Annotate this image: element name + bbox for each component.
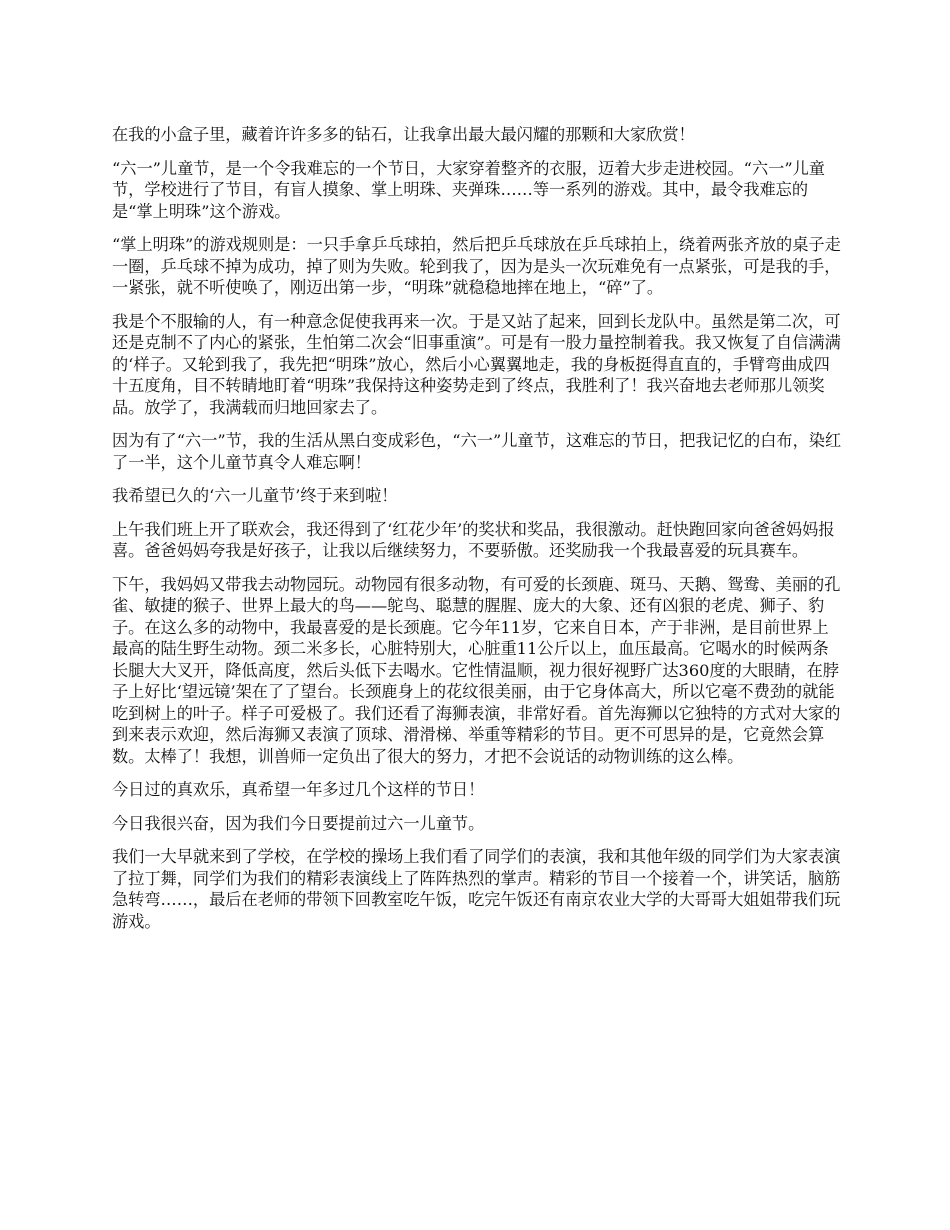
paragraph-2: “六一”儿童节，是一个令我难忘的一个节日，大家穿着整齐的衣服，迈着大步走进校园。“六一”儿童节，学校进行了节目，有盲人摸象、掌上明珠、夹弹珠……等一系列的游戏。其中，最令我难忘的是“掌上明珠”这个游戏。: [112, 158, 825, 221]
paragraph-8: 下午，我妈妈又带我去动物园玩。动物园有很多动物，有可爱的长颈鹿、斑马、天鹅、鸳鸯、美丽的孔雀、敏捷的猴子、世界上最大的鸟——鸵鸟、聪慧的腥腥、庞大的大象、还有凶狠的老虎、狮子、豹子。在这么多的动物中，我最喜爱的是长颈鹿。它今年11岁，它来自日本，产于非洲，是目前世界上最高的陆生野生动物。颈二米多长，心脏特别大，心脏重11公斤以上，血压最高。它喝水的时候两条长腿大大叉开，降低高度，然后头低下去喝水。它性情温顺，视力很好视野广达360度的大眼睛，在脖子上好比‘望远镜’架在了了望台。长颈鹿身上的花纹很美丽，由于它身体高大，所以它毫不费劲的就能吃到树上的叶子。样子可爱极了。我们还看了海狮表演，非常好看。首先海狮以它独特的方式对大家的到来表示欢迎，然后海狮又表演了顶球、滑滑梯、举重等精彩的节目。更不可思异的是，它竟然会算数。太棒了！我想，训兽师一定负出了很大的努力，才把不会说话的动物训练的这么棒。: [112, 574, 841, 766]
paragraph-1: 在我的小盒子里，藏着许许多多的钻石，让我拿出最大最闪耀的那颗和大家欣赏！: [112, 125, 695, 144]
document-body: [112, 124, 844, 944]
paragraph-3: “掌上明珠”的游戏规则是：一只手拿乒乓球拍，然后把乒乓球放在乒乓球拍上，绕着两张齐放的桌子走一圈，乒乓球不掉为成功，掉了则为失败。轮到我了，因为是头一次玩难免有一点紧张，可是我的手，一紧张，就不听使唤了，刚迈出第一步，“明珠”就稳稳地摔在地上，“碎”了。: [112, 235, 841, 297]
paragraph-11: 我们一大早就来到了学校，在学校的操场上我们看了同学们的表演，我和其他年级的同学们为大家表演了拉丁舞，同学们为我们的精彩表演线上了阵阵热烈的掌声。精彩的节目一个接着一个，讲笑话，脑筋急转弯……，最后在老师的带领下回教室吃午饭，吃完午饭还有南京农业大学的大哥哥大姐姐带我们玩游戏。: [112, 847, 841, 931]
paragraph-5: 因为有了“六一”节，我的生活从黑白变成彩色，“六一”儿童节，这难忘的节日，把我记忆的白布，染红了一半，这个儿童节真令人难忘啊！: [112, 431, 842, 472]
paragraph-4: 我是个不服输的人，有一种意念促使我再来一次。于是又站了起来，回到长龙队中。虽然是第二次，可还是克制不了内心的紧张，生怕第二次会“旧事重演”。可是有一股力量控制着我。我又恢复了自信满满的‘样子。又轮到我了，我先把“明珠”放心，然后小心翼翼地走，我的身板挺得直直的，手臂弯曲成四十五度角，目不转睛地盯着“明珠”我保持这种姿势走到了终点，我胜利了！我兴奋地去老师那儿领奖品。放学了，我满载而归地回家去了。: [112, 311, 841, 417]
paragraph-9: 今日过的真欢乐，真希望一年多过几个这样的节日！: [112, 780, 485, 799]
paragraph-6: 我希望已久的‘六一儿童节’终于来到啦！: [112, 486, 398, 505]
paragraph-7: 上午我们班上开了联欢会，我还得到了‘红花少年’的奖状和奖品，我很激动。赶快跑回家向爸爸妈妈报喜。爸爸妈妈夸我是好孩子，让我以后继续努力，不要骄傲。还奖励我一个我最喜爱的玩具赛车。: [112, 519, 835, 560]
paragraph-10: 今日我很兴奋，因为我们今日要提前过六一儿童节。: [112, 813, 485, 833]
